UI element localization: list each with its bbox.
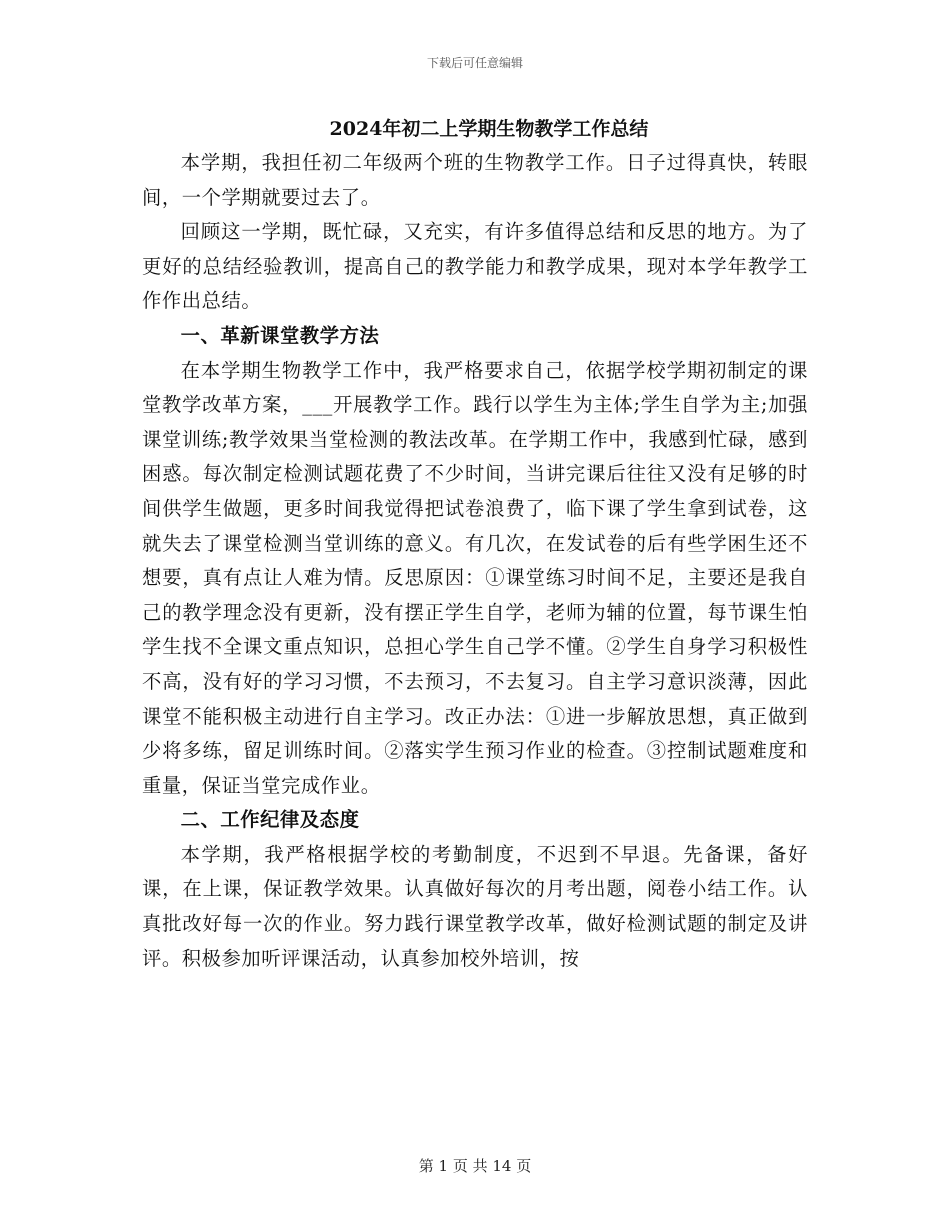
section-text-2: 本学期，我严格根据学校的考勤制度，不迟到不早退。先备课，备好课，在上课，保证教学效果。认真做好每次的月考出题，阅卷小结工作。认真批改好每一次的作业。努力践行课堂教学改革，做好检测试题的制定及讲评。积极参加听评课活动，认真参加校外培训，按 <box>142 842 808 970</box>
document-body <box>142 112 808 976</box>
intro-paragraph-2: 回顾这一学期，既忙碌，又充实，有许多值得总结和反思的地方。为了更好的总结经验教训，提高自己的教学能力和教学成果，现对本学年教学工作作出总结。 <box>142 220 808 313</box>
section-heading-2: 二、工作纪律及态度 <box>180 808 360 832</box>
section-heading-1: 一、革新课堂教学方法 <box>180 323 380 347</box>
page-header-note: 下载后可任意编辑 <box>426 56 523 70</box>
document-title: 2024年初二上学期生物教学工作总结 <box>329 118 649 140</box>
intro-paragraph-1: 本学期，我担任初二年级两个班的生物教学工作。日子过得真快，转眼间，一个学期就要过去了。 <box>142 151 808 209</box>
section-text-1: 在本学期生物教学工作中，我严格要求自己，依据学校学期初制定的课堂教学改革方案，___开展教学工作。践行以学生为主体;学生自学为主;加强课堂训练;教学效果当堂检测的教法改革。在学期工作中，我感到忙碌，感到困惑。每次制定检测试题花费了不少时间，当讲完课后往往又没有足够的时间供学生做题，更多时间我觉得把试卷浪费了，临下课了学生拿到试卷，这就失去了课堂检测当堂训练的意义。有几次，在发试卷的后有些学困生还不想要，真有点让人难为情。反思原因：①课堂练习时间不足，主要还是我自己的教学理念没有更新，没有摆正学生自学，老师为辅的位置，每节课生怕学生找不全课文重点知识，总担心学生自己学不懂。②学生自身学习积极性不高，没有好的学习习惯，不去预习，不去复习。自主学习意识淡薄，因此课堂不能积极主动进行自主学习。改正办法：①进一步解放思想，真正做到少将多练，留足训练时间。②落实学生预习作业的检查。③控制试题难度和重量，保证当堂完成作业。 <box>142 358 808 797</box>
page-number: 第 1 页 共 14 页 <box>418 1157 532 1175</box>
